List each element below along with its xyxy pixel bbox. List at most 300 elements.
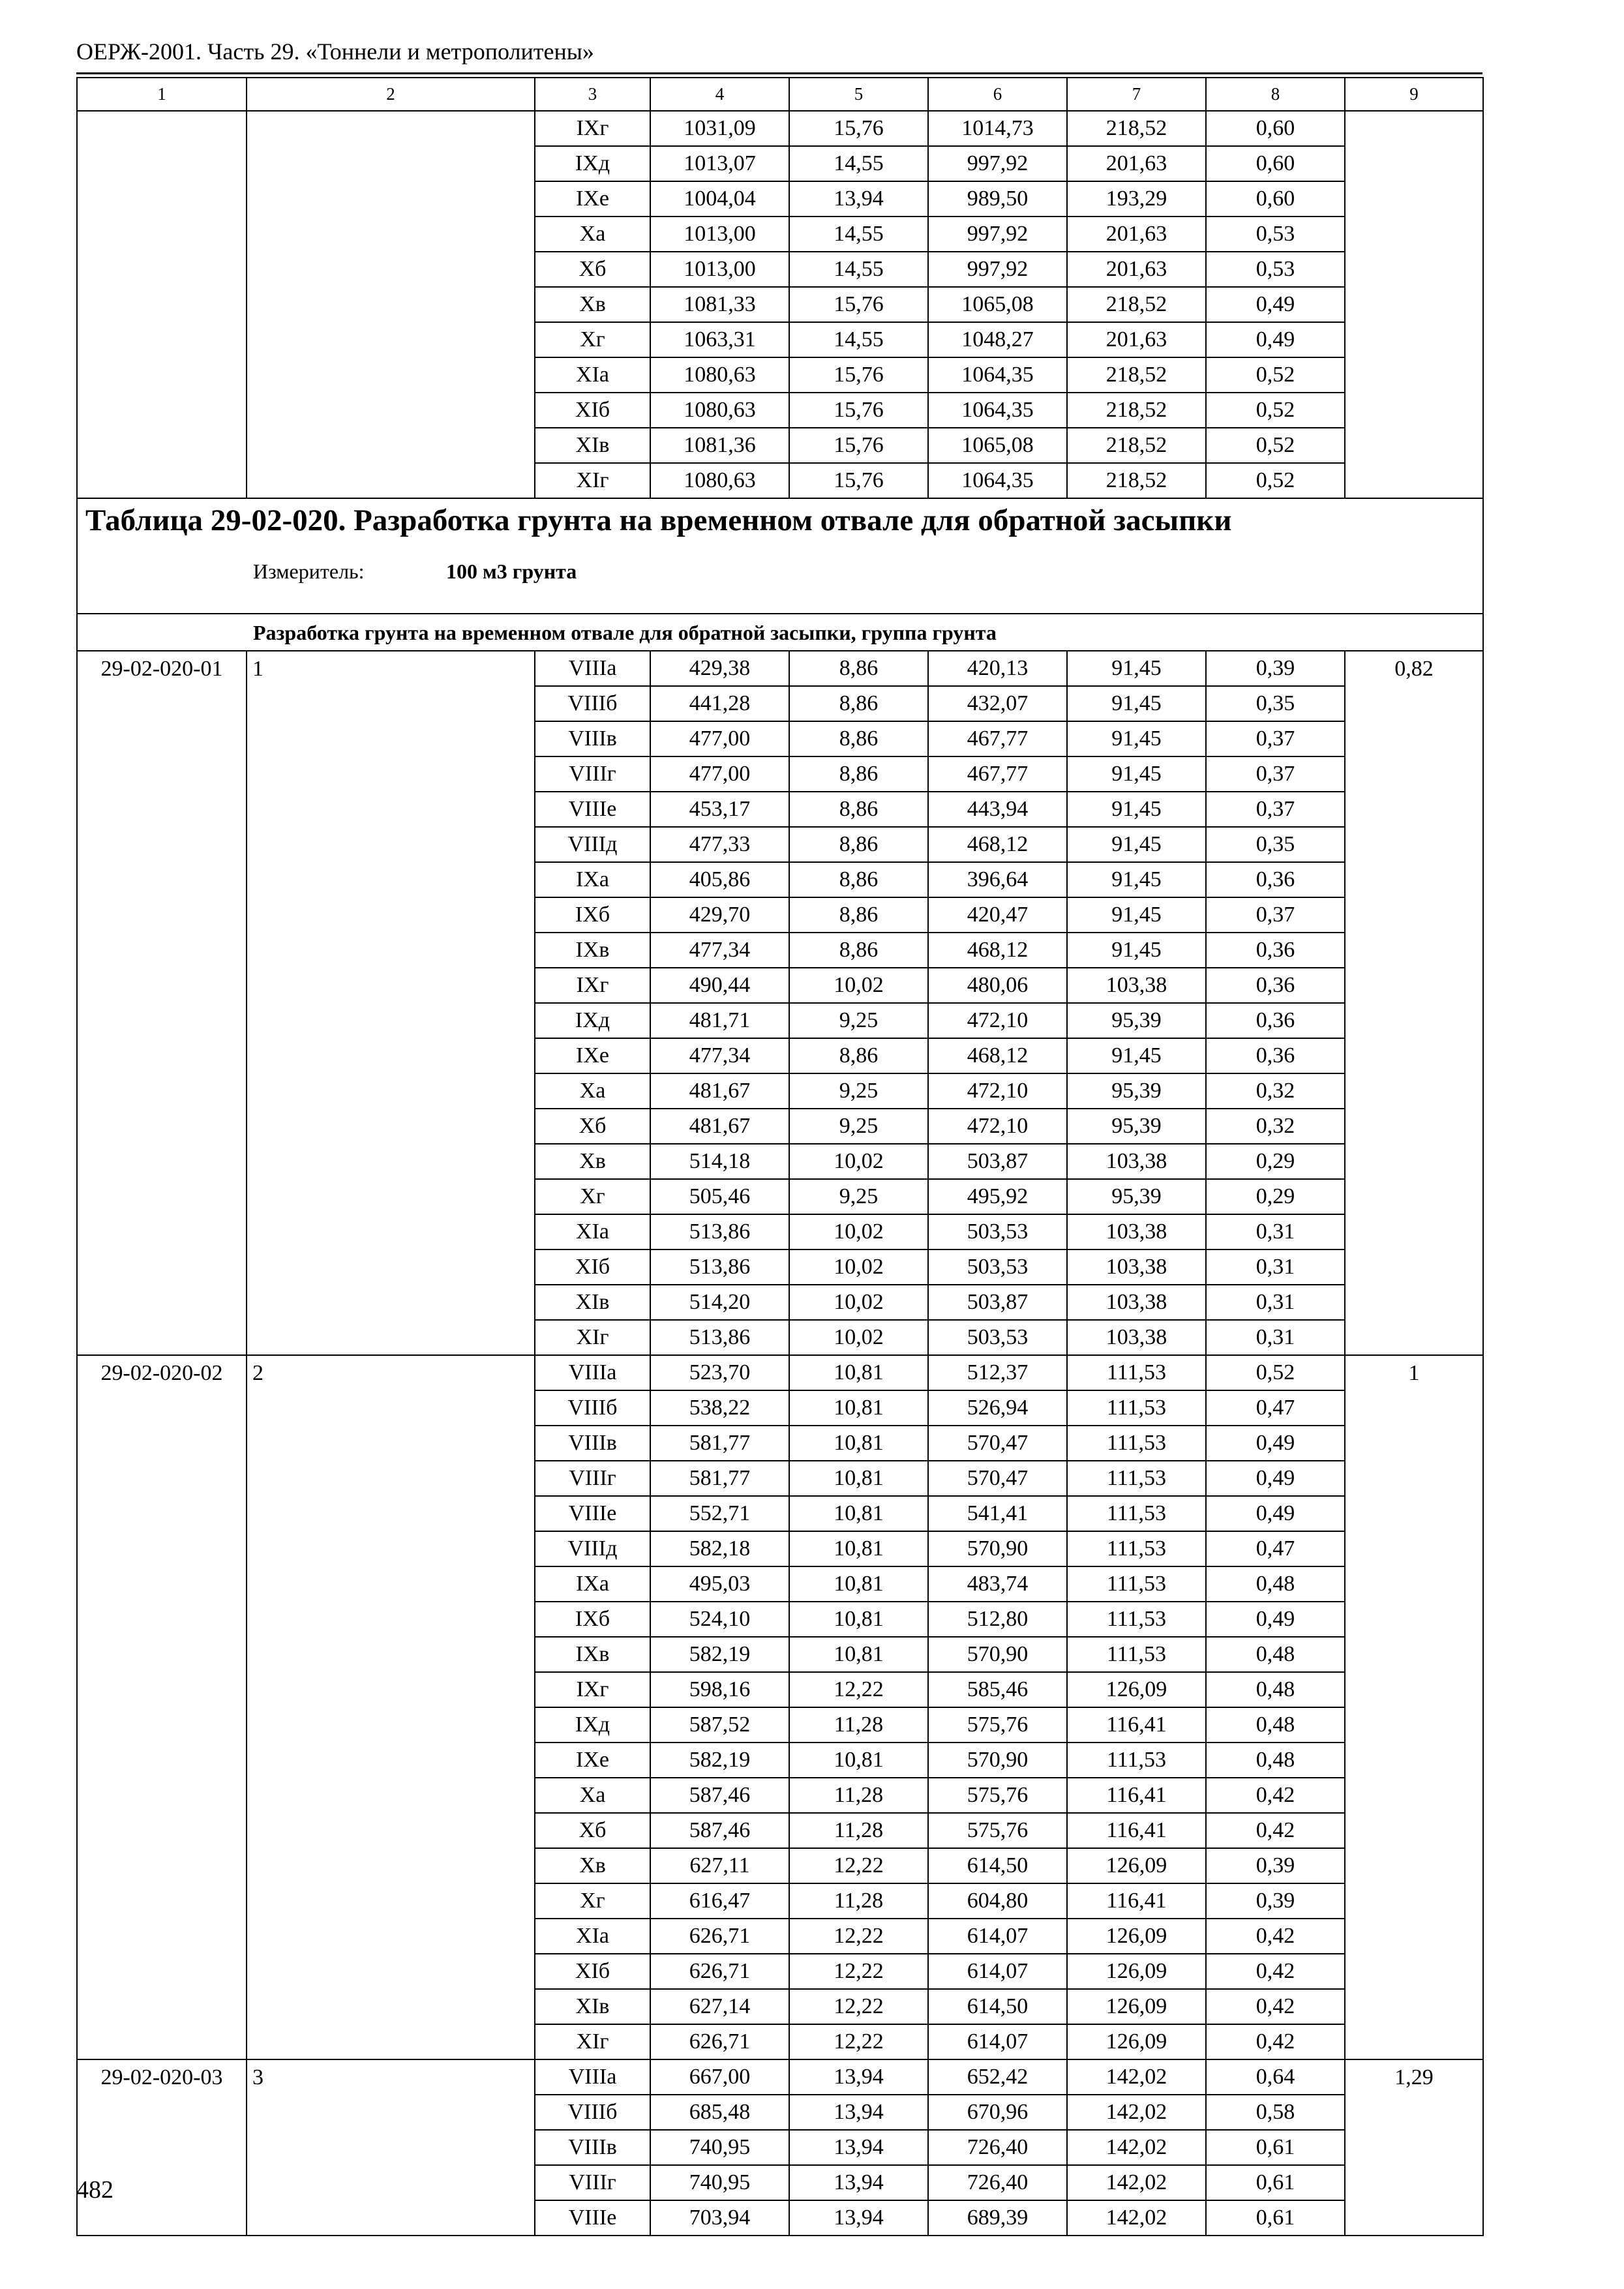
- value-cell: 13,94: [789, 2059, 928, 2095]
- value-cell: 201,63: [1067, 252, 1206, 287]
- value-cell: 538,22: [650, 1390, 789, 1426]
- soil-class-cell: IXд: [535, 146, 650, 181]
- value-cell: 0,35: [1206, 827, 1345, 862]
- value-cell: 585,46: [928, 1672, 1067, 1707]
- value-cell: 0,49: [1206, 1426, 1345, 1461]
- value-cell: 12,22: [789, 1919, 928, 1954]
- value-cell: 396,64: [928, 862, 1067, 897]
- soil-class-cell: IXв: [535, 933, 650, 968]
- value-cell: 91,45: [1067, 933, 1206, 968]
- value-cell: 8,86: [789, 721, 928, 756]
- value-cell: 201,63: [1067, 146, 1206, 181]
- value-cell: 15,76: [789, 428, 928, 463]
- value-cell: 420,47: [928, 897, 1067, 933]
- value-cell: 570,90: [928, 1531, 1067, 1566]
- value-cell: 1065,08: [928, 287, 1067, 322]
- value-cell: 12,22: [789, 2024, 928, 2059]
- table-row: [77, 2059, 1483, 2095]
- value-cell: 598,16: [650, 1672, 789, 1707]
- value-cell: 10,02: [789, 968, 928, 1003]
- soil-class-cell: IXд: [535, 1707, 650, 1743]
- table-title-row: [77, 498, 1483, 614]
- value-cell: 582,18: [650, 1531, 789, 1566]
- value-cell: 740,95: [650, 2165, 789, 2200]
- column-number: 6: [928, 78, 1067, 111]
- value-cell: 503,87: [928, 1144, 1067, 1179]
- value-cell: 0,39: [1206, 651, 1345, 686]
- value-cell: 0,60: [1206, 146, 1345, 181]
- page-number: 482: [76, 2176, 113, 2204]
- value-cell: 652,42: [928, 2059, 1067, 2095]
- value-cell: 10,02: [789, 1285, 928, 1320]
- soil-class-cell: VIIIг: [535, 756, 650, 792]
- value-cell: 0,31: [1206, 1320, 1345, 1355]
- coefficient-cell: [1345, 111, 1483, 498]
- value-cell: 467,77: [928, 756, 1067, 792]
- value-cell: 0,52: [1206, 1355, 1345, 1390]
- value-cell: 15,76: [789, 357, 928, 393]
- column-number: 4: [650, 78, 789, 111]
- value-cell: 116,41: [1067, 1813, 1206, 1848]
- value-cell: 142,02: [1067, 2095, 1206, 2130]
- value-cell: 1063,31: [650, 322, 789, 357]
- value-cell: 142,02: [1067, 2200, 1206, 2236]
- value-cell: 111,53: [1067, 1426, 1206, 1461]
- value-cell: 111,53: [1067, 1461, 1206, 1496]
- value-cell: 116,41: [1067, 1883, 1206, 1919]
- soil-class-cell: VIIIг: [535, 1461, 650, 1496]
- value-cell: 582,19: [650, 1637, 789, 1672]
- value-cell: 432,07: [928, 686, 1067, 721]
- value-cell: 1048,27: [928, 322, 1067, 357]
- soil-class-cell: Xб: [535, 252, 650, 287]
- value-cell: 13,94: [789, 181, 928, 217]
- soil-class-cell: XIб: [535, 1249, 650, 1285]
- value-cell: 587,52: [650, 1707, 789, 1743]
- value-cell: 513,86: [650, 1320, 789, 1355]
- value-cell: 91,45: [1067, 686, 1206, 721]
- soil-group-number: 1: [247, 651, 535, 1355]
- value-cell: 0,52: [1206, 393, 1345, 428]
- value-cell: 477,00: [650, 721, 789, 756]
- table-row: [77, 651, 1483, 686]
- value-cell: 570,47: [928, 1461, 1067, 1496]
- value-cell: 503,53: [928, 1320, 1067, 1355]
- soil-group-number: 3: [247, 2059, 535, 2236]
- value-cell: 10,81: [789, 1743, 928, 1778]
- value-cell: 614,50: [928, 1848, 1067, 1883]
- value-cell: 111,53: [1067, 1743, 1206, 1778]
- rate-code: 29-02-020-02: [77, 1355, 247, 2059]
- value-cell: 667,00: [650, 2059, 789, 2095]
- value-cell: 0,48: [1206, 1566, 1345, 1602]
- value-cell: 8,86: [789, 756, 928, 792]
- value-cell: 201,63: [1067, 322, 1206, 357]
- soil-class-cell: VIIIв: [535, 1426, 650, 1461]
- value-cell: 581,77: [650, 1426, 789, 1461]
- value-cell: 997,92: [928, 146, 1067, 181]
- soil-class-cell: Xг: [535, 1179, 650, 1214]
- soil-class-cell: VIIIг: [535, 2165, 650, 2200]
- value-cell: 575,76: [928, 1813, 1067, 1848]
- value-cell: 15,76: [789, 111, 928, 146]
- value-cell: 627,11: [650, 1848, 789, 1883]
- soil-class-cell: Xв: [535, 1144, 650, 1179]
- soil-group-number: 2: [247, 1355, 535, 2059]
- value-cell: 627,14: [650, 1989, 789, 2024]
- value-cell: 10,81: [789, 1602, 928, 1637]
- value-cell: 513,86: [650, 1214, 789, 1249]
- soil-class-cell: VIIIа: [535, 651, 650, 686]
- value-cell: 10,02: [789, 1320, 928, 1355]
- value-cell: 429,70: [650, 897, 789, 933]
- value-cell: 10,81: [789, 1531, 928, 1566]
- value-cell: 10,02: [789, 1214, 928, 1249]
- value-cell: 481,71: [650, 1003, 789, 1038]
- value-cell: 126,09: [1067, 1848, 1206, 1883]
- value-cell: 1031,09: [650, 111, 789, 146]
- value-cell: 468,12: [928, 1038, 1067, 1073]
- soil-class-cell: IXв: [535, 1637, 650, 1672]
- value-cell: 0,36: [1206, 862, 1345, 897]
- value-cell: 552,71: [650, 1496, 789, 1531]
- soil-class-cell: IXе: [535, 1743, 650, 1778]
- value-cell: 91,45: [1067, 721, 1206, 756]
- value-cell: 10,81: [789, 1461, 928, 1496]
- value-cell: 0,61: [1206, 2165, 1345, 2200]
- column-number: 8: [1206, 78, 1345, 111]
- soil-class-cell: IXе: [535, 181, 650, 217]
- value-cell: 570,47: [928, 1426, 1067, 1461]
- soil-class-cell: VIIIб: [535, 1390, 650, 1426]
- value-cell: 1013,00: [650, 252, 789, 287]
- value-cell: 477,00: [650, 756, 789, 792]
- value-cell: 103,38: [1067, 1285, 1206, 1320]
- value-cell: 1004,04: [650, 181, 789, 217]
- value-cell: 8,86: [789, 651, 928, 686]
- value-cell: 0,48: [1206, 1707, 1345, 1743]
- soil-class-cell: Xв: [535, 287, 650, 322]
- meter-value: 100 м3 грунта: [446, 560, 577, 583]
- value-cell: 111,53: [1067, 1355, 1206, 1390]
- value-cell: 523,70: [650, 1355, 789, 1390]
- value-cell: 512,37: [928, 1355, 1067, 1390]
- value-cell: 726,40: [928, 2165, 1067, 2200]
- value-cell: 218,52: [1067, 287, 1206, 322]
- value-cell: 10,81: [789, 1426, 928, 1461]
- value-cell: 91,45: [1067, 897, 1206, 933]
- value-cell: 11,28: [789, 1813, 928, 1848]
- soil-class-cell: VIIIд: [535, 827, 650, 862]
- soil-class-cell: XIв: [535, 1285, 650, 1320]
- value-cell: 495,92: [928, 1179, 1067, 1214]
- soil-class-cell: IXа: [535, 862, 650, 897]
- value-cell: 0,32: [1206, 1109, 1345, 1144]
- value-cell: 0,31: [1206, 1249, 1345, 1285]
- value-cell: 13,94: [789, 2165, 928, 2200]
- soil-class-cell: VIIIб: [535, 2095, 650, 2130]
- value-cell: 1013,00: [650, 217, 789, 252]
- value-cell: 626,71: [650, 2024, 789, 2059]
- value-cell: 111,53: [1067, 1531, 1206, 1566]
- value-cell: 472,10: [928, 1003, 1067, 1038]
- value-cell: 12,22: [789, 1672, 928, 1707]
- value-cell: 201,63: [1067, 217, 1206, 252]
- value-cell: 0,53: [1206, 252, 1345, 287]
- value-cell: 1081,33: [650, 287, 789, 322]
- value-cell: 10,81: [789, 1390, 928, 1426]
- value-cell: 685,48: [650, 2095, 789, 2130]
- value-cell: 587,46: [650, 1778, 789, 1813]
- value-cell: 1014,73: [928, 111, 1067, 146]
- meter-label: Измеритель:: [253, 560, 365, 583]
- value-cell: 0,37: [1206, 721, 1345, 756]
- section-title: Разработка грунта на временном отвале для обратной засыпки, группа грунта: [77, 614, 1483, 651]
- value-cell: 14,55: [789, 217, 928, 252]
- value-cell: 0,48: [1206, 1637, 1345, 1672]
- value-cell: 8,86: [789, 686, 928, 721]
- value-cell: 512,80: [928, 1602, 1067, 1637]
- value-cell: 495,03: [650, 1566, 789, 1602]
- value-cell: 477,34: [650, 933, 789, 968]
- value-cell: 614,50: [928, 1989, 1067, 2024]
- header-rule: [76, 72, 1482, 74]
- value-cell: 95,39: [1067, 1073, 1206, 1109]
- value-cell: 472,10: [928, 1109, 1067, 1144]
- value-cell: 1064,35: [928, 463, 1067, 498]
- soil-class-cell: XIв: [535, 428, 650, 463]
- value-cell: 0,61: [1206, 2200, 1345, 2236]
- value-cell: 91,45: [1067, 862, 1206, 897]
- value-cell: 103,38: [1067, 968, 1206, 1003]
- value-cell: 587,46: [650, 1813, 789, 1848]
- value-cell: 111,53: [1067, 1602, 1206, 1637]
- value-cell: 8,86: [789, 827, 928, 862]
- value-cell: 0,64: [1206, 2059, 1345, 2095]
- value-cell: 11,28: [789, 1883, 928, 1919]
- value-cell: 0,36: [1206, 1038, 1345, 1073]
- rate-code: 29-02-020-01: [77, 651, 247, 1355]
- soil-class-cell: XIб: [535, 393, 650, 428]
- value-cell: 0,49: [1206, 1602, 1345, 1637]
- value-cell: 514,20: [650, 1285, 789, 1320]
- soil-class-cell: IXг: [535, 111, 650, 146]
- value-cell: 481,67: [650, 1073, 789, 1109]
- value-cell: 0,36: [1206, 1003, 1345, 1038]
- value-cell: 218,52: [1067, 357, 1206, 393]
- coefficient-cell: 1,29: [1345, 2059, 1483, 2236]
- soil-class-cell: IXд: [535, 1003, 650, 1038]
- soil-class-cell: XIб: [535, 1954, 650, 1989]
- value-cell: 524,10: [650, 1602, 789, 1637]
- table-title: Таблица 29-02-020. Разработка грунта на временном отвале для обратной засыпки: [85, 503, 1232, 537]
- value-cell: 503,53: [928, 1249, 1067, 1285]
- value-cell: 14,55: [789, 252, 928, 287]
- value-cell: 142,02: [1067, 2165, 1206, 2200]
- value-cell: 15,76: [789, 393, 928, 428]
- value-cell: 15,76: [789, 287, 928, 322]
- value-cell: 13,94: [789, 2200, 928, 2236]
- soil-class-cell: VIIIв: [535, 721, 650, 756]
- value-cell: 91,45: [1067, 1038, 1206, 1073]
- value-cell: 13,94: [789, 2095, 928, 2130]
- value-cell: 13,94: [789, 2130, 928, 2165]
- value-cell: 526,94: [928, 1390, 1067, 1426]
- value-cell: 582,19: [650, 1743, 789, 1778]
- value-cell: 218,52: [1067, 393, 1206, 428]
- value-cell: 14,55: [789, 322, 928, 357]
- value-cell: 467,77: [928, 721, 1067, 756]
- value-cell: 0,37: [1206, 792, 1345, 827]
- value-cell: 490,44: [650, 968, 789, 1003]
- value-cell: 95,39: [1067, 1179, 1206, 1214]
- value-cell: 9,25: [789, 1003, 928, 1038]
- value-cell: 575,76: [928, 1707, 1067, 1743]
- value-cell: 126,09: [1067, 1672, 1206, 1707]
- value-cell: 0,49: [1206, 322, 1345, 357]
- value-cell: 0,61: [1206, 2130, 1345, 2165]
- column-number: 2: [247, 78, 535, 111]
- value-cell: 10,81: [789, 1566, 928, 1602]
- value-cell: 91,45: [1067, 651, 1206, 686]
- value-cell: 0,53: [1206, 217, 1345, 252]
- value-cell: 12,22: [789, 1989, 928, 2024]
- value-cell: 10,81: [789, 1355, 928, 1390]
- value-cell: 91,45: [1067, 792, 1206, 827]
- value-cell: 0,42: [1206, 1919, 1345, 1954]
- table-row: [77, 1355, 1483, 1390]
- soil-class-cell: XIа: [535, 1919, 650, 1954]
- value-cell: 441,28: [650, 686, 789, 721]
- value-cell: 193,29: [1067, 181, 1206, 217]
- soil-class-cell: VIIIе: [535, 792, 650, 827]
- column-number: 5: [789, 78, 928, 111]
- soil-class-cell: IXе: [535, 1038, 650, 1073]
- value-cell: 1064,35: [928, 393, 1067, 428]
- value-cell: 8,86: [789, 862, 928, 897]
- value-cell: 503,87: [928, 1285, 1067, 1320]
- page-header-title: ОЕРЖ-2001. Часть 29. «Тоннели и метрополитены»: [76, 38, 594, 65]
- soil-class-cell: IXа: [535, 1566, 650, 1602]
- column-number: 9: [1345, 78, 1483, 111]
- value-cell: 103,38: [1067, 1320, 1206, 1355]
- value-cell: 9,25: [789, 1179, 928, 1214]
- value-cell: 0,42: [1206, 1954, 1345, 1989]
- value-cell: 997,92: [928, 217, 1067, 252]
- value-cell: 1081,36: [650, 428, 789, 463]
- value-cell: 0,39: [1206, 1848, 1345, 1883]
- value-cell: 126,09: [1067, 1989, 1206, 2024]
- value-cell: 0,31: [1206, 1285, 1345, 1320]
- value-cell: 103,38: [1067, 1249, 1206, 1285]
- value-cell: 126,09: [1067, 1919, 1206, 1954]
- value-cell: 12,22: [789, 1954, 928, 1989]
- value-cell: 997,92: [928, 252, 1067, 287]
- value-cell: 405,86: [650, 862, 789, 897]
- value-cell: 481,67: [650, 1109, 789, 1144]
- value-cell: 0,52: [1206, 463, 1345, 498]
- value-cell: 0,36: [1206, 968, 1345, 1003]
- value-cell: 626,71: [650, 1919, 789, 1954]
- value-cell: 0,31: [1206, 1214, 1345, 1249]
- value-cell: 1080,63: [650, 357, 789, 393]
- value-cell: 514,18: [650, 1144, 789, 1179]
- soil-class-cell: VIIIб: [535, 686, 650, 721]
- value-cell: 726,40: [928, 2130, 1067, 2165]
- value-cell: 103,38: [1067, 1144, 1206, 1179]
- section-row: [77, 614, 1483, 651]
- value-cell: 111,53: [1067, 1390, 1206, 1426]
- value-cell: 9,25: [789, 1073, 928, 1109]
- value-cell: 218,52: [1067, 428, 1206, 463]
- value-cell: 103,38: [1067, 1214, 1206, 1249]
- soil-class-cell: XIа: [535, 357, 650, 393]
- column-number: 3: [535, 78, 650, 111]
- value-cell: 116,41: [1067, 1778, 1206, 1813]
- value-cell: 0,42: [1206, 1813, 1345, 1848]
- soil-class-cell: VIIIв: [535, 2130, 650, 2165]
- soil-class-cell: Xг: [535, 322, 650, 357]
- value-cell: 505,46: [650, 1179, 789, 1214]
- value-cell: 142,02: [1067, 2130, 1206, 2165]
- value-cell: 14,55: [789, 146, 928, 181]
- value-cell: 1064,35: [928, 357, 1067, 393]
- soil-class-cell: Xг: [535, 1883, 650, 1919]
- value-cell: 1065,08: [928, 428, 1067, 463]
- value-cell: 0,60: [1206, 181, 1345, 217]
- value-cell: 0,60: [1206, 111, 1345, 146]
- value-cell: 95,39: [1067, 1003, 1206, 1038]
- group-cell: [247, 111, 535, 498]
- soil-class-cell: XIг: [535, 2024, 650, 2059]
- value-cell: 12,22: [789, 1848, 928, 1883]
- soil-class-cell: Xв: [535, 1848, 650, 1883]
- value-cell: 989,50: [928, 181, 1067, 217]
- value-cell: 1013,07: [650, 146, 789, 181]
- value-cell: 570,90: [928, 1637, 1067, 1672]
- value-cell: 0,47: [1206, 1531, 1345, 1566]
- value-cell: 9,25: [789, 1109, 928, 1144]
- soil-class-cell: XIа: [535, 1214, 650, 1249]
- soil-class-cell: IXг: [535, 1672, 650, 1707]
- value-cell: 1080,63: [650, 463, 789, 498]
- value-cell: 0,37: [1206, 897, 1345, 933]
- value-cell: 614,07: [928, 1954, 1067, 1989]
- value-cell: 0,49: [1206, 1461, 1345, 1496]
- value-cell: 142,02: [1067, 2059, 1206, 2095]
- value-cell: 740,95: [650, 2130, 789, 2165]
- soil-class-cell: IXб: [535, 1602, 650, 1637]
- value-cell: 8,86: [789, 933, 928, 968]
- value-cell: 503,53: [928, 1214, 1067, 1249]
- value-cell: 126,09: [1067, 2024, 1206, 2059]
- value-cell: 429,38: [650, 651, 789, 686]
- soil-class-cell: VIIIд: [535, 1531, 650, 1566]
- soil-class-cell: VIIIа: [535, 1355, 650, 1390]
- value-cell: 11,28: [789, 1707, 928, 1743]
- value-cell: 0,29: [1206, 1144, 1345, 1179]
- value-cell: 10,81: [789, 1637, 928, 1672]
- value-cell: 453,17: [650, 792, 789, 827]
- value-cell: 616,47: [650, 1883, 789, 1919]
- value-cell: 1080,63: [650, 393, 789, 428]
- value-cell: 11,28: [789, 1778, 928, 1813]
- value-cell: 126,09: [1067, 1954, 1206, 1989]
- soil-class-cell: Xб: [535, 1813, 650, 1848]
- value-cell: 477,34: [650, 1038, 789, 1073]
- value-cell: 218,52: [1067, 111, 1206, 146]
- value-cell: 0,37: [1206, 756, 1345, 792]
